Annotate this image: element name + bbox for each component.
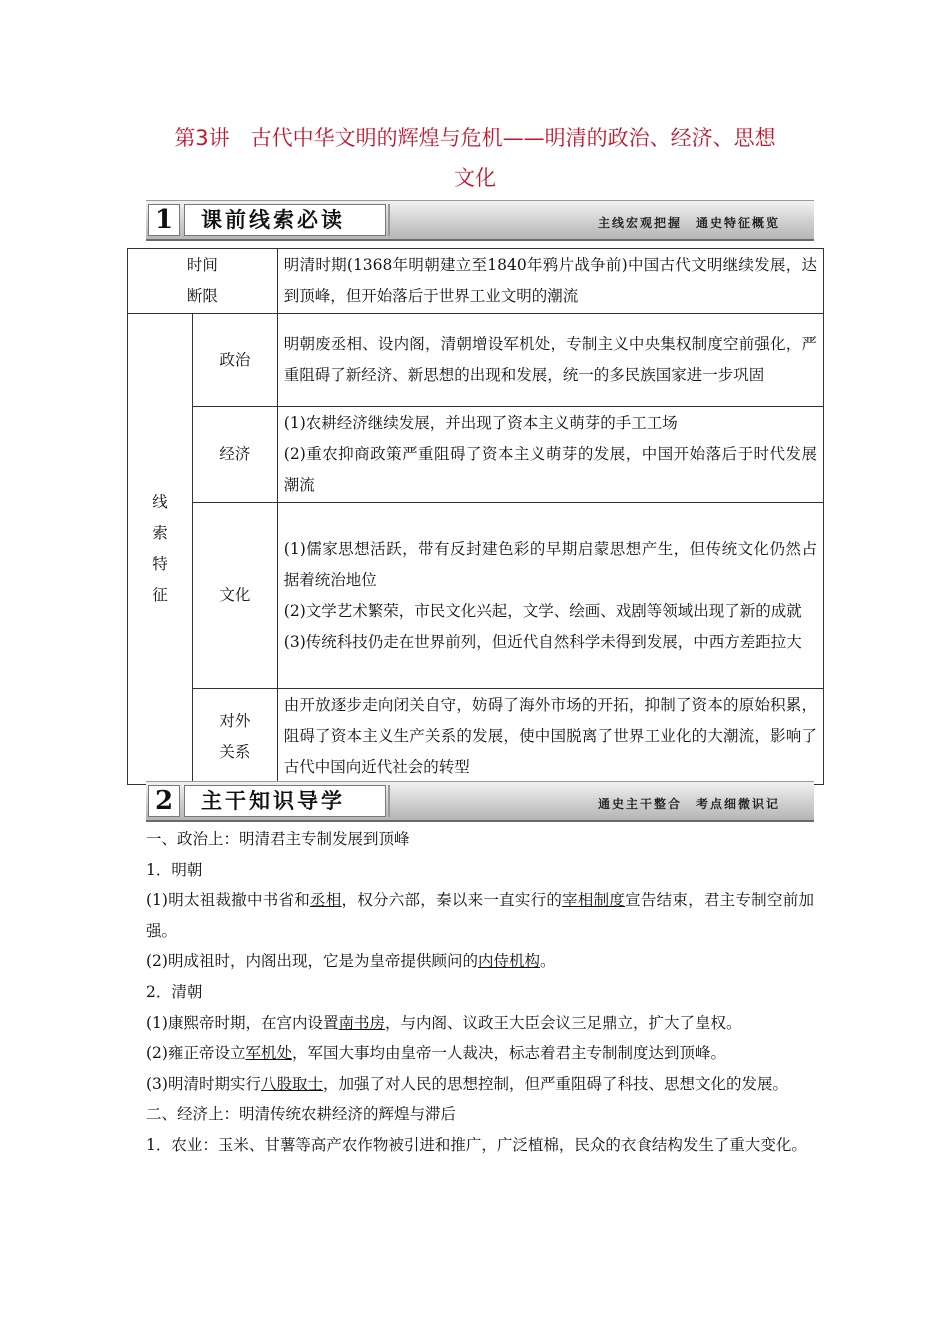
row-label-politics: 政治	[192, 314, 277, 407]
text-run: ，权分六部，秦以来一直实行的	[341, 891, 563, 910]
section-heading: 课前线索必读	[184, 204, 386, 236]
paragraph	[146, 1008, 814, 1039]
text-run: (1)明太祖裁撤中书省和	[146, 891, 311, 910]
row-text-line: (1)儒家思想活跃，带有反封建色彩的早期启蒙思想产生，但传统文化仍然占据着统治地位	[283, 539, 817, 589]
text-run: ，加强了对人民的思想控制，但严重阻碍了科技、思想文化的发展。	[322, 1074, 788, 1093]
row-label-economy: 经济	[192, 407, 277, 503]
time-label-cell	[128, 249, 278, 314]
time-label-line: 时间	[186, 256, 218, 274]
banner-divider	[388, 204, 390, 236]
section-banner-1	[146, 200, 814, 241]
subheading-ming: 1．明朝	[146, 860, 203, 879]
row-label-line: 对外	[219, 711, 251, 730]
paragraph: 1．农业：玉米、甘薯等高产农作物被引进和推广，广泛植棉，民众的衣食结构发生了重大变化。	[146, 1135, 807, 1154]
text-run: (2)雍正帝设立	[146, 1044, 246, 1063]
text-run: (2)明成祖时，内阁出现，它是为皇帝提供顾问的	[146, 952, 478, 971]
row-text-line: (2)重农抑商政策严重阻碍了资本主义萌芽的发展，中国开始落后于时代发展潮流	[283, 445, 817, 494]
key-term: 宰相制度	[562, 891, 626, 910]
text-run: ，与内阁、议政王大臣会议三足鼎立，扩大了皇权。	[384, 1013, 742, 1032]
overview-table	[127, 248, 824, 785]
section-subtitle: 通史主干整合 考点细微识记	[597, 797, 780, 811]
paragraph	[146, 1038, 814, 1069]
key-term: 南书房	[338, 1013, 385, 1032]
key-term: 丞相	[310, 891, 342, 910]
row-text-culture	[277, 503, 823, 689]
row-text-line: (3)传统科技仍走在世界前列，但近代自然科学未得到发展，中西方差距拉大	[283, 632, 802, 651]
table-row	[128, 407, 824, 503]
row-text-politics	[277, 314, 823, 407]
feature-label-char: 特	[152, 555, 168, 573]
table-row	[128, 689, 824, 785]
key-term: 军机处	[245, 1044, 292, 1063]
row-text-line: 由开放逐步走向闭关自守，妨碍了海外市场的开拓，抑制了资本的原始积累，阻碍了资本主义生产关系的发展，使中国脱离了世界工业化的大潮流，影响了古代中国向近代社会的转型	[283, 696, 817, 776]
row-text-economy	[277, 407, 823, 503]
section-number: 1	[148, 204, 180, 236]
row-label-line: 关系	[219, 742, 251, 761]
table-row	[128, 503, 824, 689]
heading-economy: 二、经济上：明清传统农耕经济的辉煌与滞后	[146, 1105, 457, 1124]
knowledge-body	[146, 824, 814, 1161]
feature-label-char: 索	[152, 524, 168, 542]
text-run: ，军国大事均由皇帝一人裁决，标志着君主专制制度达到顶峰。	[291, 1044, 726, 1063]
row-text-foreign	[277, 689, 823, 785]
key-term: 八股取士	[260, 1074, 323, 1093]
banner-divider	[388, 785, 390, 817]
heading-politics: 一、政治上：明清君主专制发展到顶峰	[146, 830, 410, 848]
paragraph	[146, 885, 814, 946]
text-run: 宣告结束，君主专制空前加强。	[146, 891, 814, 940]
feature-label-char: 线	[152, 493, 168, 511]
text-run: (1)康熙帝时期，在宫内设置	[146, 1013, 339, 1032]
title-line-1: 第3讲 古代中华文明的辉煌与危机——明清的政治、经济、思想	[174, 126, 776, 150]
subheading-qing: 2．清朝	[146, 982, 203, 1001]
table-row	[128, 249, 824, 314]
section-heading: 主干知识导学	[184, 785, 386, 817]
table-row	[128, 314, 824, 407]
title-line-2: 文化	[454, 166, 496, 190]
section-subtitle: 主线宏观把握 通史特征概览	[597, 216, 780, 230]
section-banner-2	[146, 781, 814, 822]
time-label-line: 断限	[186, 287, 218, 305]
feature-label-cell	[128, 314, 193, 785]
row-label-culture: 文化	[192, 503, 277, 689]
row-label-foreign	[192, 689, 277, 785]
text-run: 。	[539, 952, 556, 971]
document-title	[120, 118, 830, 198]
text-run: (3)明清时期实行	[146, 1074, 261, 1093]
feature-label-char: 征	[152, 586, 168, 604]
row-text-line: (1)农耕经济继续发展，并出现了资本主义萌芽的手工工场	[283, 414, 678, 432]
time-text-cell: 明清时期(1368年明朝建立至1840年鸦片战争前)中国古代文明继续发展，达到顶峰，但开始落后于世界工业文明的潮流	[277, 249, 823, 314]
section-number: 2	[148, 785, 180, 817]
row-text-line: (2)文学艺术繁荣，市民文化兴起，文学、绘画、戏剧等领域出现了新的成就	[283, 601, 802, 620]
paragraph	[146, 946, 814, 977]
paragraph	[146, 1069, 814, 1100]
row-text-line: 明朝废丞相、设内阁，清朝增设军机处，专制主义中央集权制度空前强化，严重阻碍了新经济、新思想的出现和发展，统一的多民族国家进一步巩固	[283, 335, 817, 384]
key-term: 内侍机构	[477, 952, 540, 971]
